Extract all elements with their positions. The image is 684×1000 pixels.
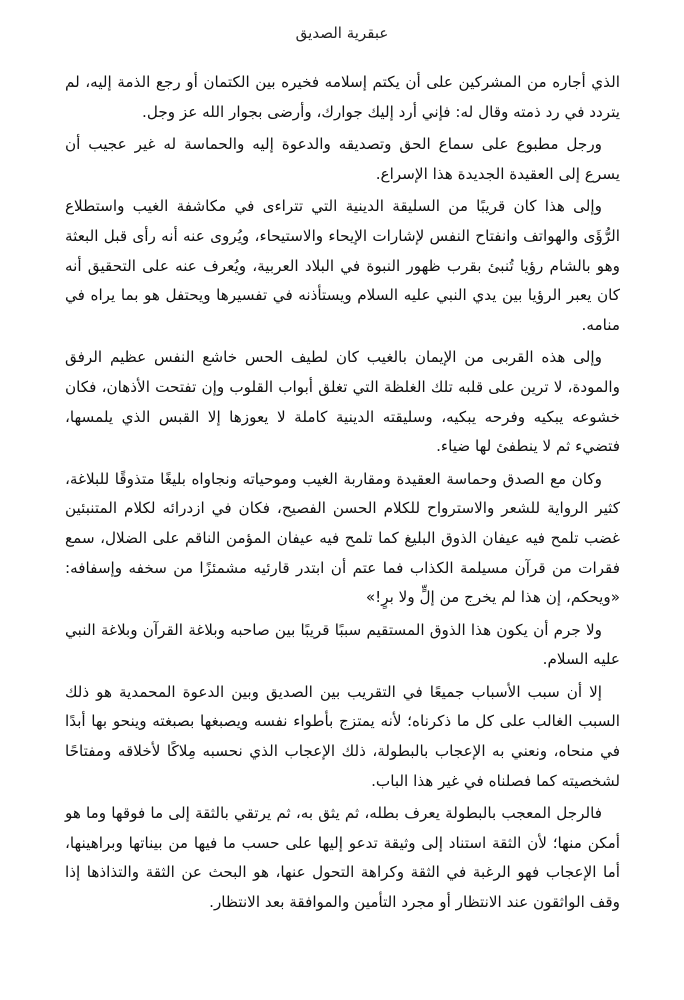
paragraph-4: وإلى هذه القربى من الإيمان بالغيب كان لطيف الحس خاشع النفس عظيم الرفق والمودة، لا ترين على قلبه تلك الغلظة التي تغلق أبواب القلوب وإن تفتحت الأذهان، فكان خشوعه يبكيه وفرحه يبكيه، وسليقته الدينية كاملة لا يعوزها إلا القبس الذي يلمسها، فتضيء ثم لا ينطفئ لها ضياء. [65,348,620,456]
paragraph-1: الذي أجاره من المشركين على أن يكتم إسلامه فخيره بين الكتمان أو رجع الذمة إليه، لم يتردد في رد ذمته وقال له: فإني أرد إليك جوارك، وأرضى بجوار الله عز وجل. [65,73,620,121]
paragraph-3: وإلى هذا كان قريبًا من السليقة الدينية التي تتراءى في مكاشفة الغيب واستطلاع الرُّؤَى والهواتف وانفتاح النفس لإشارات الإيحاء والاستيحاء، ويُروى عنه أنه رأى قبل البعثة وهو بالشام رؤيا تُنبئ بقرب ظهور النبوة في البلاد العربية، ويُعرف عنه على التحقيق أنه كان يعبر الرؤيا بين يدي النبي عليه السلام ويستأذنه في تفسيرها ويحتفل هو بما يراه في منامه. [65,197,620,334]
paragraph-5: وكان مع الصدق وحماسة العقيدة ومقاربة الغيب وموحياته ونجاواه بليغًا متذوقًا للبلاغة، كثير الرواية للشعر والاسترواح للكلام الحسن الفصيح، فكان في ازدرائه لكلام المتنبئين غضب تلمح فيه عيفان الذوق البليغ كما تلمح فيه عيفان المؤمن الناقم على الضلال، سمع فقرات من قرآن مسيلمة الكذاب فما عتم أن ابتدر قارئيه مشمئزًا من سخفه وإسفافه: «ويحكم، إن هذا لم يخرج من إلٍّ ولا برٍ!» [65,469,620,607]
paragraph-7: إلا أن سبب الأسباب جميعًا في التقريب بين الصديق وبين الدعوة المحمدية هو ذلك السبب الغالب على كل ما ذكرناه؛ لأنه يمتزج بأطواء نفسه ويصبغها بصبغته وينحو بها أبدًا في منحاه، ونعني به الإعجاب بالبطولة، ذلك الإعجاب الذي نحسبه مِلاكًا لأخلاقه ومفتاحًا لشخصيته كما فصلناه في غير هذا الباب. [65,682,620,790]
paragraph-2: ورجل مطبوع على سماع الحق وتصديقه والدعوة إليه والحماسة له غير عجيب أن يسرع إلى العقيدة الجديدة هذا الإسراع. [65,135,620,183]
paragraph-8: فالرجل المعجب بالبطولة يعرف بطله، ثم يثق به، ثم يرتقي بالثقة إلى ما فوقها وما هو أمكن منها؛ لأن الثقة استناد إلى وثيقة تدعو إليها على حسب ما فيها من بيناتها وبراهينها، أما الإعجاب فهو الرغبة في الثقة وكراهة التحول عنها، هو البحث عن الثقة والتذاذها إذا وقف الواثقون عند الانتظار أو مجرد التأمين والموافقة بعد الانتظار. [65,804,620,912]
running-header-title: عبقرية الصديق [295,24,389,42]
paragraph-6: ولا جرم أن يكون هذا الذوق المستقيم سببًا قريبًا بين صاحبه وبلاغة القرآن وبلاغة النبي عليه السلام. [65,620,620,669]
body-text [65,68,620,921]
